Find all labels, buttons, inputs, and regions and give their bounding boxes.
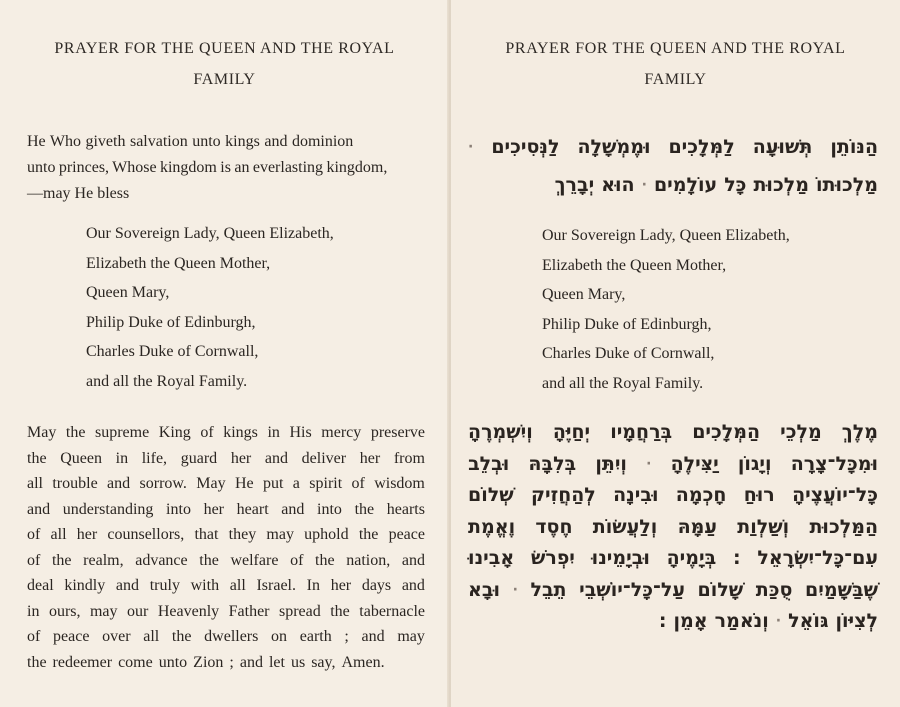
hebrew-word: וּבָא bbox=[468, 578, 500, 601]
prayer-word: her bbox=[359, 449, 381, 467]
prayer-word: earth bbox=[299, 628, 332, 645]
text-line bbox=[468, 166, 878, 204]
text-line bbox=[468, 480, 878, 512]
hebrew-word: וְיִשְׁמְרֶהָ bbox=[468, 421, 533, 443]
prayer-word: wisdom bbox=[374, 475, 425, 492]
prayer-word: in bbox=[27, 602, 40, 620]
prayer-word: supreme bbox=[95, 424, 150, 441]
hebrew-word: עַל־כָּל־יוֹשְׁבֵי bbox=[579, 578, 685, 601]
prayer-word: say, bbox=[311, 653, 336, 671]
prayer-word: and bbox=[239, 653, 263, 671]
text-line bbox=[468, 128, 878, 166]
royal-name-line: and all the Royal Family. bbox=[86, 372, 248, 390]
prayer-word: nation, bbox=[346, 551, 391, 569]
hebrew-word: וְיָגוֹן bbox=[737, 452, 772, 475]
hebrew-word: וֶאֱמֶת bbox=[468, 515, 516, 538]
prayer-word: welfare bbox=[230, 551, 279, 569]
prayer-word: Father bbox=[228, 602, 270, 620]
prayer-word: life, bbox=[141, 449, 168, 467]
text-line bbox=[27, 650, 425, 676]
prayer-word: let bbox=[268, 653, 285, 671]
prayer-word: He bbox=[234, 475, 254, 492]
hebrew-word: וּבְלֵב bbox=[468, 452, 510, 475]
hebrew-word: יִפְרֹשׂ bbox=[530, 547, 575, 569]
text-line bbox=[468, 512, 878, 544]
royal-name-line: and all the Royal Family. bbox=[542, 374, 704, 392]
hebrew-word: חֶסֶד bbox=[535, 515, 573, 538]
hebrew-word: לְהַחֲזִיק bbox=[531, 484, 596, 506]
hebrew-word: : bbox=[732, 547, 741, 569]
prayer-word: of bbox=[27, 526, 41, 543]
left-prayer-paragraph bbox=[27, 420, 425, 675]
prayer-word: may bbox=[397, 628, 425, 645]
royal-name-line: Our Sovereign Lady, Queen Elizabeth, bbox=[542, 227, 790, 244]
hebrew-word: שָׁלוֹם bbox=[697, 578, 744, 601]
prayer-word: spirit bbox=[309, 475, 343, 492]
text-line bbox=[27, 548, 425, 574]
text-line bbox=[27, 420, 425, 446]
hebrew-word: יְחַיֶּהָ bbox=[552, 421, 591, 443]
prayer-word: over bbox=[102, 628, 131, 645]
prayer-word: all bbox=[229, 577, 246, 594]
hebrew-word: סֻכַּת bbox=[755, 578, 793, 601]
hebrew-word: חָכְמָה bbox=[675, 484, 727, 506]
prayer-word: the bbox=[358, 526, 379, 543]
prayer-word: Heavenly bbox=[157, 602, 220, 620]
prayer-word: the bbox=[171, 628, 192, 645]
prayer-word: kings bbox=[223, 424, 258, 441]
hebrew-word: הַמַּלְכוּת bbox=[809, 515, 878, 538]
hebrew-word: עַמָּהּ bbox=[677, 515, 717, 538]
hebrew-word: וְלַעֲשׂוֹת bbox=[592, 515, 658, 538]
hebrew-word: וְיִתֵּן bbox=[595, 452, 627, 475]
hebrew-word: לַמְּלָכִים bbox=[668, 136, 735, 158]
prayer-word: the bbox=[330, 602, 350, 620]
hebrew-word: בְּרַחֲמָיו bbox=[610, 421, 673, 443]
prayer-word: us bbox=[290, 653, 306, 671]
prayer-word: her bbox=[230, 449, 252, 467]
text-line bbox=[27, 573, 425, 599]
hebrew-word: מֶלֶךְ bbox=[841, 421, 878, 443]
prayer-word: her bbox=[76, 526, 98, 543]
intro-line: unto princes, Whose kingdom is an everlasting kingdom, bbox=[27, 159, 388, 176]
text-line bbox=[468, 575, 878, 607]
hebrew-intro-paragraph bbox=[468, 128, 878, 204]
prayer-word: the bbox=[27, 449, 47, 467]
left-intro-paragraph bbox=[27, 129, 425, 207]
prayer-word: in bbox=[267, 424, 280, 441]
prayer-word: guard bbox=[180, 449, 218, 467]
prayer-word: mercy bbox=[321, 424, 362, 441]
prayer-word: and bbox=[107, 475, 131, 492]
left-title-line1: PRAYER FOR THE QUEEN AND THE ROYAL bbox=[54, 40, 395, 57]
text-line bbox=[27, 446, 425, 472]
hebrew-word: · bbox=[775, 613, 782, 629]
prayer-word: into bbox=[317, 500, 342, 518]
prayer-word: King bbox=[158, 424, 191, 441]
text-line bbox=[468, 606, 878, 638]
prayer-word: ; bbox=[344, 628, 349, 645]
royal-name-line: Queen Mary, bbox=[542, 286, 626, 303]
text-line bbox=[27, 471, 425, 497]
hebrew-word: בְּלִבָּהּ bbox=[528, 452, 577, 475]
hebrew-prayer-paragraph bbox=[468, 417, 878, 638]
royal-name-line: Our Sovereign Lady, Queen Elizabeth, bbox=[86, 225, 334, 242]
prayer-word: spread bbox=[278, 602, 321, 620]
royal-name-line: Charles Duke of Cornwall, bbox=[86, 343, 259, 360]
prayer-word: and bbox=[281, 500, 305, 518]
prayer-word: our bbox=[127, 602, 149, 620]
prayer-word: the bbox=[199, 551, 219, 569]
prayer-word: heart bbox=[236, 500, 269, 518]
prayer-word: In bbox=[306, 577, 320, 594]
royal-name-line: Philip Duke of Edinburgh, bbox=[86, 313, 256, 331]
prayer-word: preserve bbox=[370, 424, 425, 441]
hebrew-word: אָמֵן bbox=[673, 610, 708, 632]
hebrew-word: וּמִכָּל־צָרָה bbox=[790, 452, 878, 475]
hebrew-word: יְבָרֵךְ bbox=[554, 174, 595, 196]
royal-name-line: Elizabeth the Queen Mother, bbox=[86, 254, 271, 272]
prayer-word: and bbox=[401, 577, 425, 594]
prayer-word: truly bbox=[149, 577, 180, 594]
hebrew-word: עוֹלָמִים bbox=[653, 174, 718, 196]
hebrew-word: שְׁלוֹם bbox=[468, 484, 514, 506]
prayer-word: in bbox=[115, 449, 129, 467]
hebrew-word: · bbox=[646, 455, 652, 472]
hebrew-word: וְנֹאמַר bbox=[714, 610, 769, 632]
royal-name-line: Philip Duke of Edinburgh, bbox=[542, 315, 712, 333]
prayer-word: trouble bbox=[52, 475, 98, 492]
prayer-word: peace bbox=[388, 526, 425, 543]
prayer-word: counsellors, bbox=[107, 526, 185, 543]
prayer-word: and bbox=[27, 500, 51, 518]
prayer-word: that bbox=[194, 526, 219, 543]
prayer-word: realm, bbox=[83, 551, 124, 569]
prayer-word: all bbox=[27, 475, 43, 492]
text-line bbox=[468, 449, 878, 481]
prayer-word: with bbox=[190, 577, 220, 594]
hebrew-word: הַנּוֹתֵן bbox=[830, 136, 878, 158]
prayer-word: sorrow. bbox=[139, 475, 187, 492]
prayer-word: the bbox=[51, 551, 72, 569]
hebrew-word: וּבִינָה bbox=[613, 484, 659, 506]
prayer-word: redeemer bbox=[52, 653, 113, 671]
prayer-word: ours, bbox=[48, 602, 81, 620]
prayer-word: May bbox=[196, 475, 226, 492]
text-line bbox=[27, 497, 425, 523]
prayer-word: Zion bbox=[193, 653, 224, 671]
text-line bbox=[27, 522, 425, 548]
prayer-word: dwellers bbox=[204, 628, 259, 645]
hebrew-word: · bbox=[641, 177, 647, 193]
hebrew-word: יַצִּילֶהָ bbox=[670, 452, 719, 475]
right-royal-names-list bbox=[542, 221, 790, 398]
prayer-word: from bbox=[393, 449, 425, 467]
hebrew-word: מַלְכֵי bbox=[780, 421, 822, 443]
prayer-word: deal bbox=[27, 577, 54, 594]
prayer-word: all bbox=[50, 526, 67, 543]
text-line bbox=[468, 417, 878, 449]
hebrew-word: הוּא bbox=[601, 174, 635, 196]
prayer-word: the bbox=[315, 551, 335, 569]
hebrew-word: : bbox=[658, 610, 667, 632]
left-page-title bbox=[0, 33, 449, 95]
royal-name-line: Queen Mary, bbox=[86, 284, 170, 301]
hebrew-word: · bbox=[468, 139, 474, 155]
intro-line: —may He bless bbox=[27, 185, 130, 202]
prayer-word: into bbox=[166, 500, 191, 518]
prayer-word: on bbox=[271, 628, 288, 645]
prayer-word: May bbox=[27, 424, 57, 441]
hebrew-word: כָּל־יוֹעֲצֶיהָ bbox=[792, 484, 878, 506]
prayer-word: tabernacle bbox=[359, 602, 425, 620]
prayer-word: may bbox=[266, 526, 294, 543]
right-title-line1: PRAYER FOR THE QUEEN AND THE ROYAL bbox=[505, 40, 846, 57]
text-line bbox=[468, 543, 878, 575]
hebrew-word: וּמֶמְשָׁלָה bbox=[577, 136, 651, 158]
hebrew-word: תֵבֵל bbox=[530, 578, 567, 601]
text-line bbox=[27, 599, 425, 625]
prayer-word: put bbox=[262, 475, 284, 492]
hebrew-word: מַלְכוּת bbox=[753, 174, 809, 196]
hebrew-word: · bbox=[512, 581, 518, 598]
prayer-word: her bbox=[330, 577, 352, 594]
prayer-word: Amen. bbox=[341, 653, 385, 671]
right-page bbox=[451, 0, 900, 707]
hebrew-word: רוּחַ bbox=[743, 484, 775, 506]
prayer-word: come bbox=[118, 653, 153, 671]
hebrew-word: לַנְּסִיכִים bbox=[491, 136, 560, 158]
right-page-title bbox=[451, 33, 900, 95]
prayer-word: of bbox=[351, 475, 365, 492]
right-title-line2: FAMILY bbox=[644, 71, 707, 88]
prayer-word: days bbox=[361, 577, 392, 594]
prayer-word: uphold bbox=[304, 526, 349, 543]
prayer-word: peace bbox=[53, 628, 90, 645]
prayer-word: kindly bbox=[64, 577, 106, 594]
hebrew-word: וּבְיָמֵינוּ bbox=[591, 547, 650, 569]
hebrew-word: עִם־כָּל־יִשְׂרָאֵל bbox=[757, 547, 878, 569]
prayer-word: her bbox=[203, 500, 225, 518]
prayer-word: Queen bbox=[60, 449, 102, 467]
hebrew-word: הַמְּלָכִים bbox=[692, 421, 761, 443]
hebrew-word: תְּשׁוּעָה bbox=[752, 136, 813, 158]
prayer-word: the bbox=[27, 653, 47, 671]
hebrew-word: שֶׁבַּשָּׁמַיִם bbox=[805, 578, 878, 601]
prayer-word: and bbox=[115, 577, 140, 594]
prayer-word: the bbox=[354, 500, 375, 518]
prayer-word: His bbox=[289, 424, 312, 441]
prayer-word: they bbox=[228, 526, 257, 543]
royal-name-line: Elizabeth the Queen Mother, bbox=[542, 256, 727, 274]
hebrew-word: מַלְכוּתוֹ bbox=[815, 174, 878, 196]
hebrew-word: וְשַׁלְוַת bbox=[737, 515, 790, 538]
left-page bbox=[0, 0, 449, 707]
prayer-word: of bbox=[290, 551, 304, 569]
prayer-word: of bbox=[27, 628, 41, 645]
left-royal-names-list bbox=[86, 219, 334, 396]
prayer-word: hearts bbox=[386, 500, 425, 518]
prayer-word: all bbox=[143, 628, 160, 645]
left-title-line2: FAMILY bbox=[193, 71, 256, 88]
hebrew-word: לְצִיּוֹן bbox=[835, 610, 878, 632]
prayer-word: may bbox=[89, 602, 118, 620]
prayer-word: of bbox=[27, 551, 41, 569]
prayer-word: ; bbox=[229, 653, 234, 671]
prayer-word: understanding bbox=[62, 500, 154, 518]
hebrew-word: בְּיָמֶיהָ bbox=[666, 547, 717, 569]
text-line bbox=[27, 624, 425, 650]
prayer-word: and bbox=[401, 551, 425, 569]
prayer-word: of bbox=[200, 424, 214, 441]
prayer-word: and bbox=[361, 628, 385, 645]
prayer-word: a bbox=[292, 475, 300, 492]
hebrew-word: אָבִינוּ bbox=[468, 547, 515, 569]
prayer-word: advance bbox=[135, 551, 188, 569]
prayer-word: deliver bbox=[301, 449, 347, 467]
royal-name-line: Charles Duke of Cornwall, bbox=[542, 345, 715, 362]
prayer-word: Israel. bbox=[256, 577, 296, 594]
intro-line: He Who giveth salvation unto kings and dominion bbox=[27, 133, 354, 150]
hebrew-word: כָּל bbox=[724, 174, 747, 196]
prayer-word: the bbox=[65, 424, 86, 441]
hebrew-word: גּוֹאֵל bbox=[788, 610, 829, 632]
prayer-word: unto bbox=[158, 653, 188, 671]
prayer-word: and bbox=[264, 449, 289, 467]
